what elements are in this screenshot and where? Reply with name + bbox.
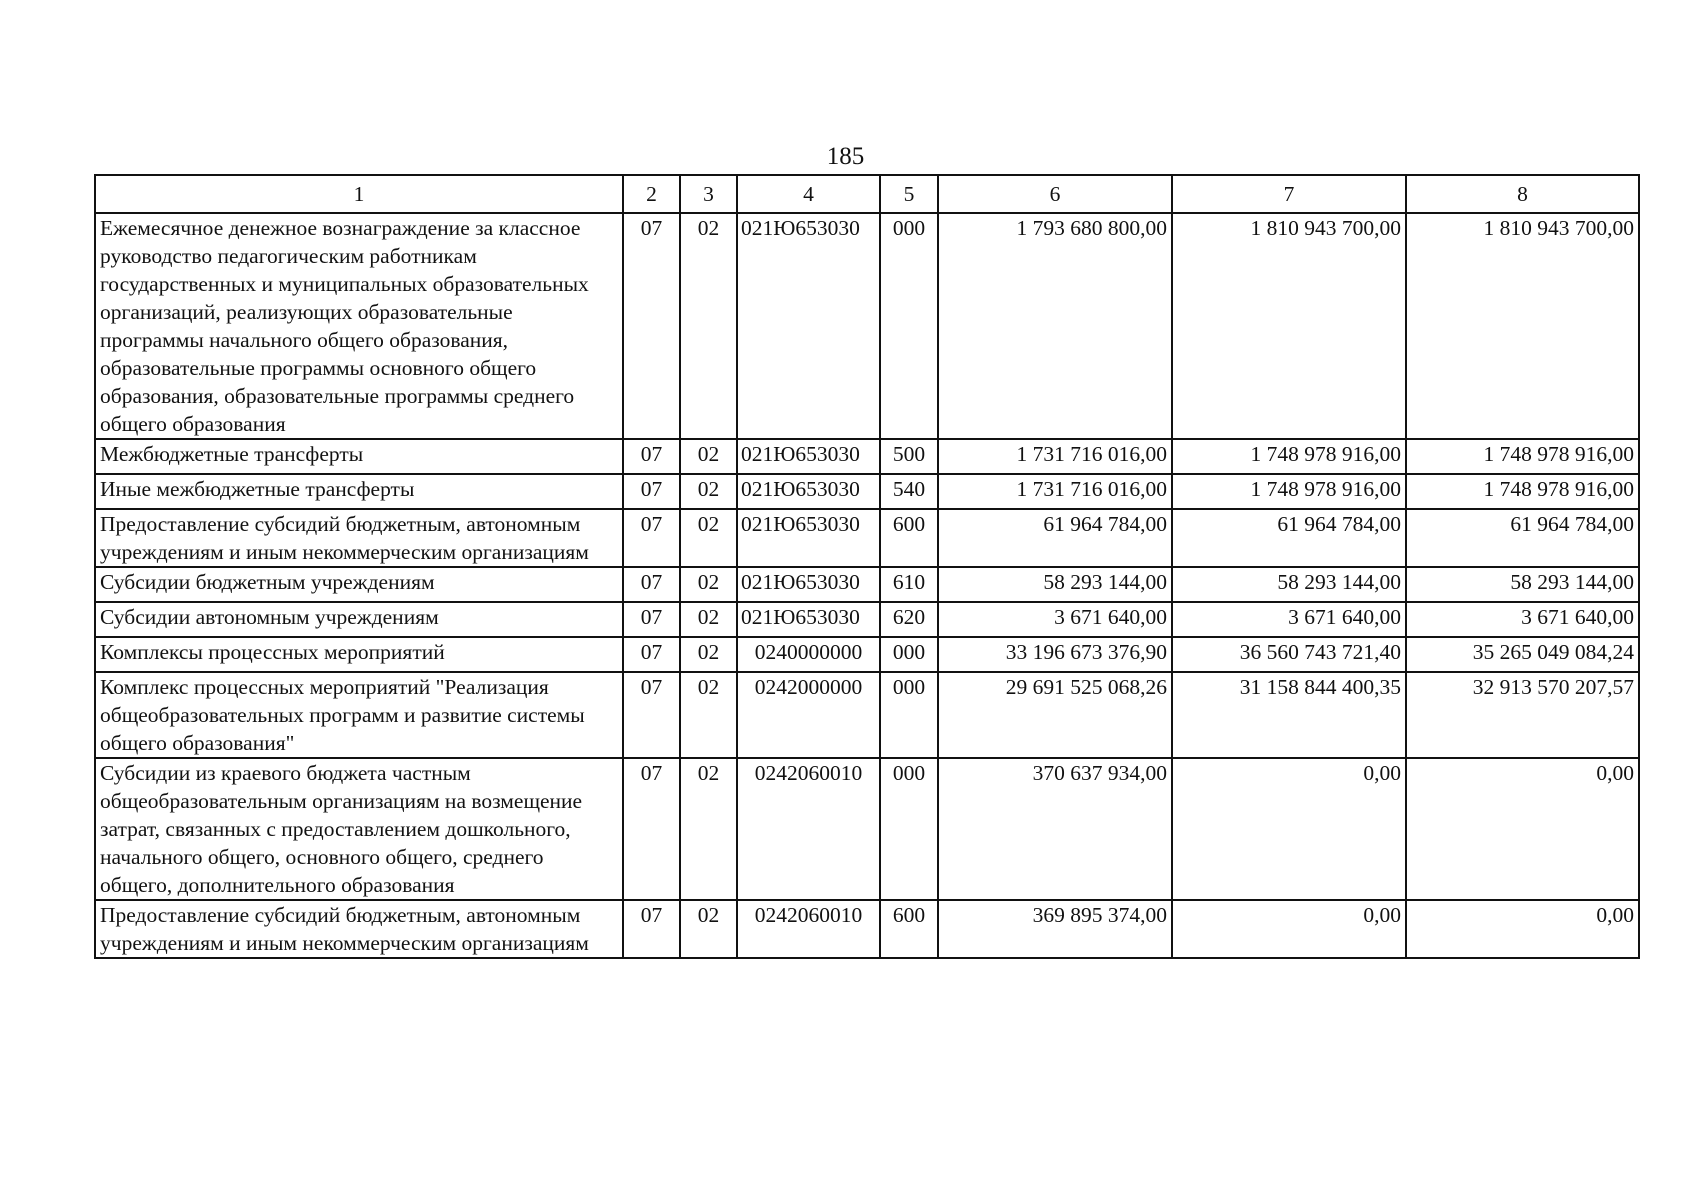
column-header: 7 <box>1172 175 1406 213</box>
row-name: Межбюджетные трансферты <box>95 439 623 474</box>
amount-col-7: 1 748 978 916,00 <box>1172 474 1406 509</box>
row-name: Субсидии бюджетным учреждениям <box>95 567 623 602</box>
expense-type-code: 000 <box>880 213 938 439</box>
expense-type-code: 000 <box>880 758 938 900</box>
amount-col-7: 1 748 978 916,00 <box>1172 439 1406 474</box>
amount-col-6: 58 293 144,00 <box>938 567 1172 602</box>
amount-col-8: 0,00 <box>1406 900 1639 958</box>
target-article-code: 021Ю653030 <box>737 602 880 637</box>
table-row <box>95 509 1639 567</box>
row-name: Субсидии автономным учреждениям <box>95 602 623 637</box>
column-header: 6 <box>938 175 1172 213</box>
subsection-code: 02 <box>680 213 737 439</box>
amount-col-7: 0,00 <box>1172 758 1406 900</box>
row-name: Комплекс процессных мероприятий "Реализация общеобразовательных программ и развитие системы общего образования" <box>95 672 623 758</box>
section-code: 07 <box>623 439 680 474</box>
subsection-code: 02 <box>680 672 737 758</box>
expense-type-code: 620 <box>880 602 938 637</box>
target-article-code: 021Ю653030 <box>737 509 880 567</box>
section-code: 07 <box>623 213 680 439</box>
amount-col-6: 61 964 784,00 <box>938 509 1172 567</box>
amount-col-8: 3 671 640,00 <box>1406 602 1639 637</box>
section-code: 07 <box>623 637 680 672</box>
amount-col-7: 0,00 <box>1172 900 1406 958</box>
subsection-code: 02 <box>680 567 737 602</box>
expense-type-code: 610 <box>880 567 938 602</box>
row-name: Предоставление субсидий бюджетным, автономным учреждениям и иным некоммерческим организациям <box>95 509 623 567</box>
amount-col-8: 1 748 978 916,00 <box>1406 474 1639 509</box>
table-row <box>95 900 1639 958</box>
target-article-code: 021Ю653030 <box>737 474 880 509</box>
subsection-code: 02 <box>680 637 737 672</box>
table-row <box>95 672 1639 758</box>
table-row <box>95 474 1639 509</box>
section-code: 07 <box>623 672 680 758</box>
amount-col-8: 32 913 570 207,57 <box>1406 672 1639 758</box>
amount-col-6: 33 196 673 376,90 <box>938 637 1172 672</box>
target-article-code: 0242060010 <box>737 758 880 900</box>
column-header: 5 <box>880 175 938 213</box>
subsection-code: 02 <box>680 509 737 567</box>
budget-table <box>94 174 1640 959</box>
column-header: 3 <box>680 175 737 213</box>
section-code: 07 <box>623 758 680 900</box>
target-article-code: 021Ю653030 <box>737 213 880 439</box>
table-row <box>95 213 1639 439</box>
amount-col-8: 0,00 <box>1406 758 1639 900</box>
amount-col-6: 1 731 716 016,00 <box>938 474 1172 509</box>
subsection-code: 02 <box>680 439 737 474</box>
table-row <box>95 439 1639 474</box>
amount-col-6: 1 793 680 800,00 <box>938 213 1172 439</box>
amount-col-7: 3 671 640,00 <box>1172 602 1406 637</box>
column-header: 1 <box>95 175 623 213</box>
section-code: 07 <box>623 900 680 958</box>
target-article-code: 0242000000 <box>737 672 880 758</box>
target-article-code: 0240000000 <box>737 637 880 672</box>
row-name: Предоставление субсидий бюджетным, автономным учреждениям и иным некоммерческим организациям <box>95 900 623 958</box>
table-row <box>95 567 1639 602</box>
expense-type-code: 500 <box>880 439 938 474</box>
amount-col-7: 36 560 743 721,40 <box>1172 637 1406 672</box>
amount-col-7: 58 293 144,00 <box>1172 567 1406 602</box>
subsection-code: 02 <box>680 602 737 637</box>
row-name: Ежемесячное денежное вознаграждение за классное руководство педагогическим работникам государственных и муниципальных образовательных организаций, реализующих образовательные программы начального общего образования, образовательные программы основного общего образования, образовательные программы среднего общего образования <box>95 213 623 439</box>
row-name: Иные межбюджетные трансферты <box>95 474 623 509</box>
amount-col-6: 29 691 525 068,26 <box>938 672 1172 758</box>
amount-col-8: 35 265 049 084,24 <box>1406 637 1639 672</box>
subsection-code: 02 <box>680 758 737 900</box>
section-code: 07 <box>623 602 680 637</box>
expense-type-code: 600 <box>880 900 938 958</box>
row-name: Комплексы процессных мероприятий <box>95 637 623 672</box>
target-article-code: 0242060010 <box>737 900 880 958</box>
column-header: 4 <box>737 175 880 213</box>
expense-type-code: 540 <box>880 474 938 509</box>
subsection-code: 02 <box>680 474 737 509</box>
amount-col-7: 61 964 784,00 <box>1172 509 1406 567</box>
amount-col-6: 370 637 934,00 <box>938 758 1172 900</box>
amount-col-8: 1 810 943 700,00 <box>1406 213 1639 439</box>
table-row <box>95 602 1639 637</box>
expense-type-code: 000 <box>880 637 938 672</box>
amount-col-7: 1 810 943 700,00 <box>1172 213 1406 439</box>
amount-col-6: 1 731 716 016,00 <box>938 439 1172 474</box>
section-code: 07 <box>623 474 680 509</box>
expense-type-code: 000 <box>880 672 938 758</box>
page-number: 185 <box>826 143 865 170</box>
amount-col-8: 1 748 978 916,00 <box>1406 439 1639 474</box>
column-header: 2 <box>623 175 680 213</box>
amount-col-8: 61 964 784,00 <box>1406 509 1639 567</box>
column-header: 8 <box>1406 175 1639 213</box>
row-name: Субсидии из краевого бюджета частным общеобразовательным организациям на возмещение затрат, связанных с предоставлением дошкольного, начального общего, основного общего, среднего общего, дополнительного образования <box>95 758 623 900</box>
table-row <box>95 637 1639 672</box>
section-code: 07 <box>623 567 680 602</box>
header-row <box>95 175 1639 213</box>
table-row <box>95 758 1639 900</box>
target-article-code: 021Ю653030 <box>737 567 880 602</box>
subsection-code: 02 <box>680 900 737 958</box>
amount-col-7: 31 158 844 400,35 <box>1172 672 1406 758</box>
section-code: 07 <box>623 509 680 567</box>
amount-col-6: 369 895 374,00 <box>938 900 1172 958</box>
amount-col-8: 58 293 144,00 <box>1406 567 1639 602</box>
amount-col-6: 3 671 640,00 <box>938 602 1172 637</box>
expense-type-code: 600 <box>880 509 938 567</box>
target-article-code: 021Ю653030 <box>737 439 880 474</box>
